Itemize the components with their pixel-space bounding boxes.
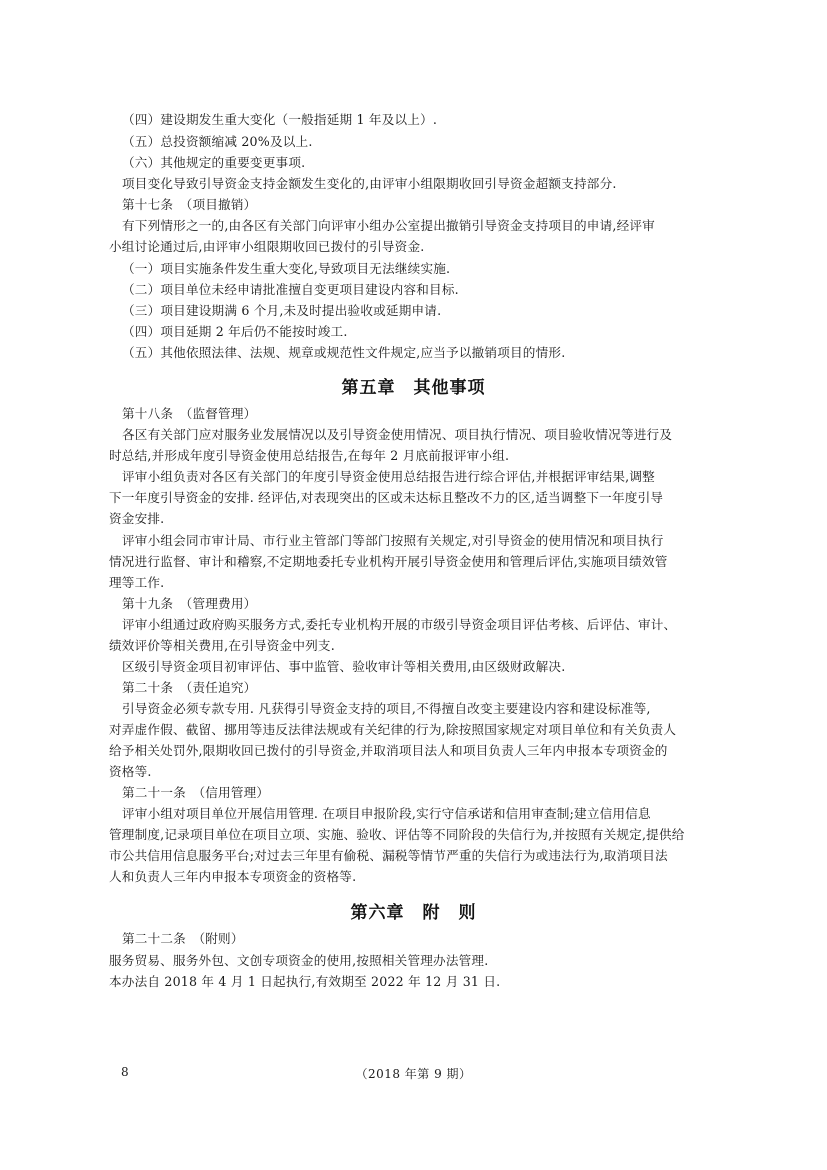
text-line: （一）项目实施条件发生重大变化,导致项目无法继续实施.	[122, 261, 451, 276]
text-line: 有下列情形之一的,由各区有关部门向评审小组办公室提出撤销引导资金支持项目的申请,经评审	[122, 218, 655, 233]
text-line: （四）项目延期 2 年后仍不能按时竣工.	[122, 324, 348, 339]
text-line: 对弄虚作假、截留、挪用等违反法律法规或有关纪律的行为,除按照国家规定对项目单位和有关负责人	[109, 722, 677, 737]
text-line: 时总结,并形成年度引导资金使用总结报告,在每年 2 月底前报评审小组.	[109, 448, 510, 463]
text-line: 服务贸易、服务外包、文创专项资金的使用,按照相关管理办法管理.	[109, 953, 489, 968]
text-line: （二）项目单位未经申请批准擅自变更项目建设内容和目标.	[122, 282, 459, 297]
article-heading: 第二十条 （责任追究）	[122, 680, 257, 695]
text-line: 市公共信用信息服务平台;对过去三年里有偷税、漏税等情节严重的失信行为或违法行为,取消项目法	[109, 848, 668, 863]
text-line: 绩效评价等相关费用,在引导资金中列支.	[109, 638, 335, 653]
text-line: 评审小组通过政府购买服务方式,委托专业机构开展的市级引导资金项目评估考核、后评估、审计、	[122, 617, 677, 632]
text-line: 本办法自 2018 年 4 月 1 日起执行,有效期至 2022 年 12 月 31 日.	[109, 974, 501, 989]
text-line: 项目变化导致引导资金支持金额发生变化的,由评审小组限期收回引导资金超额支持部分.	[122, 176, 617, 191]
chapter-heading: 第五章 其他事项	[341, 378, 486, 398]
chapter-heading: 第六章 附 则	[350, 903, 477, 923]
page-number: 8	[121, 1065, 129, 1079]
article-heading: 第十八条 （监督管理）	[122, 406, 257, 421]
text-line: （五）其他依照法律、法规、规章或规范性文件规定,应当予以撤销项目的情形.	[122, 345, 566, 360]
text-line: 各区有关部门应对服务业发展情况以及引导资金使用情况、项目执行情况、项目验收情况等进行及	[122, 427, 673, 442]
text-line: 资格等.	[109, 764, 152, 779]
text-line: 给予相关处罚外,限期收回已拨付的引导资金,并取消项目法人和项目负责人三年内申报本专项资金的	[109, 743, 668, 758]
text-line: （五）总投资额缩减 20%及以上.	[122, 134, 313, 149]
text-line: 理等工作.	[109, 575, 165, 590]
text-line: 引导资金必须专款专用. 凡获得引导资金支持的项目,不得擅自改变主要建设内容和建设标准等,	[122, 701, 651, 716]
text-line: 区级引导资金项目初审评估、事中监管、验收审计等相关费用,由区级财政解决.	[122, 659, 566, 674]
text-line: （三）项目建设期满 6 个月,未及时提出验收或延期申请.	[122, 303, 442, 318]
text-line: 情况进行监督、审计和稽察,不定期地委托专业机构开展引导资金使用和管理后评估,实施项目绩效管	[109, 554, 668, 569]
text-line: 人和负责人三年内申报本专项资金的资格等.	[109, 869, 357, 884]
article-heading: 第十七条 （项目撤销）	[122, 197, 257, 212]
text-line: 评审小组对项目单位开展信用管理. 在项目申报阶段,实行守信承诺和信用审查制;建立信用信息	[122, 806, 651, 821]
issue-label: （2018 年第 9 期）	[355, 1067, 472, 1081]
text-line: 评审小组会同市审计局、市行业主管部门等部门按照有关规定,对引导资金的使用情况和项目执行	[122, 533, 664, 548]
text-line: （四）建设期发生重大变化（一般指延期 1 年及以上）.	[122, 112, 438, 127]
text-line: 下一年度引导资金的安排. 经评估,对表现突出的区或未达标且整改不力的区,适当调整下一年度引导	[109, 490, 664, 505]
text-line: 评审小组负责对各区有关部门的年度引导资金使用总结报告进行综合评估,并根据评审结果,调整	[122, 469, 655, 484]
article-heading: 第二十二条 （附则）	[122, 931, 244, 946]
text-line: 小组讨论通过后,由评审小组限期收回已拨付的引导资金.	[109, 239, 425, 254]
article-heading: 第十九条 （管理费用）	[122, 596, 257, 611]
text-line: （六）其他规定的重要变更事项.	[122, 155, 306, 170]
article-heading: 第二十一条 （信用管理）	[122, 785, 270, 800]
text-line: 资金安排.	[109, 511, 165, 526]
text-line: 管理制度,记录项目单位在项目立项、实施、验收、评估等不同阶段的失信行为,并按照有关规定,提供给	[109, 827, 685, 842]
